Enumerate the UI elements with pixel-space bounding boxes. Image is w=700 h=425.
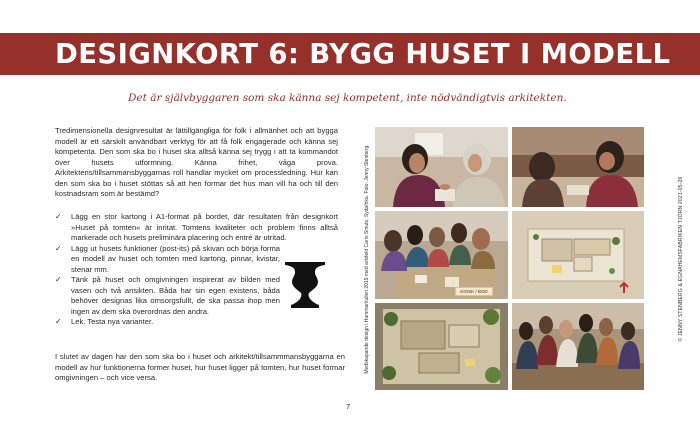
list-item-text: Lägg en stor kartong i A1-format på bordet, där resultaten från designkort »Huset på tomten« är inritat. Tomtens kvaliteter och problem finns alltså markerade och husets preliminära placering och entré är utritad. [71, 212, 338, 242]
photo-model-overhead [375, 303, 508, 390]
page-number: 7 [346, 402, 351, 411]
photo-working-table [512, 127, 644, 207]
list-item [55, 317, 338, 328]
intro-paragraph: Tredimensionella designresultat är lättillgängliga för folk i allmänhet och att bygga modell är ett särskilt användbart verktyg för att få folk engagerade och känna sej kompetenta. Den som ska bo i huset ska alltså känna sej trygg i att ta kommandot över husets utformning. Känna frihet, våga prova. Arkitektens/tillsammansbyggarnas roll handlar mycket om processledning. Hur kan den som ska bo i huset stöttas så att hen formar det hus man vill ha och till den kostnadsram som är bestämd? [55, 126, 338, 198]
list-item-text: Lägg ut husets funktioner (post-its) på skivan och börja forma en modell av huset och tomten med kartong, pinnar, kvistar, stenar mm. [71, 243, 280, 274]
checkmark-icon: ✓ [55, 317, 62, 326]
quote: Det är självbyggaren som ska känna sej kompetent, inte nödvändigtvis arkitekten. [128, 92, 567, 104]
checkmark-icon: ✓ [55, 275, 62, 284]
photo-caption [362, 128, 372, 390]
list-item [55, 212, 338, 244]
list-item-text: Lek. Testa nya varianter. [71, 317, 154, 326]
list-item [55, 275, 280, 317]
copyright-notice [676, 128, 686, 390]
model-sticky-note: KIOSK / BOD [455, 287, 493, 296]
outro-paragraph: I slutet av dagen har den som ska bo i huset och arkitekt/tillsammmansbyggarna en modell av hur funktionerna former huset, hur huset ligger på tomten, hur huset formar omgivningen – och vice versa. [55, 352, 345, 382]
list-item [55, 244, 280, 276]
title-banner [0, 33, 700, 75]
checkmark-icon: ✓ [55, 212, 62, 221]
rubin-vase-icon [285, 262, 325, 308]
photo-group-workshop [375, 211, 508, 299]
page-title: DESIGNKORT 6: BYGG HUSET I MODELL [55, 38, 671, 70]
photo-discussion [375, 127, 508, 207]
copyright-text: © JENNY STENBERG & EGNAHEMSFABRIKEN TJÖRN 2021-05-26 [678, 176, 684, 342]
photo-crowd [512, 303, 644, 390]
photo-caption-text: Medskapande design i Hammarkullen 2019 med arkitekt Carin Smuts, Sydafrika. Foto: Jenny Stenberg. [364, 144, 370, 374]
checkmark-icon: ✓ [55, 243, 62, 253]
photo-cardboard-model [512, 211, 644, 299]
list-item-text: Tänk på huset och omgivningen inspirerat av bilden med vasen och två ansikten. Båda har sin egen existens, båda behöver designas lika omsorgsfullt, de ska passa ihop men ingen av dem ska överordnas den andra. [71, 275, 280, 316]
